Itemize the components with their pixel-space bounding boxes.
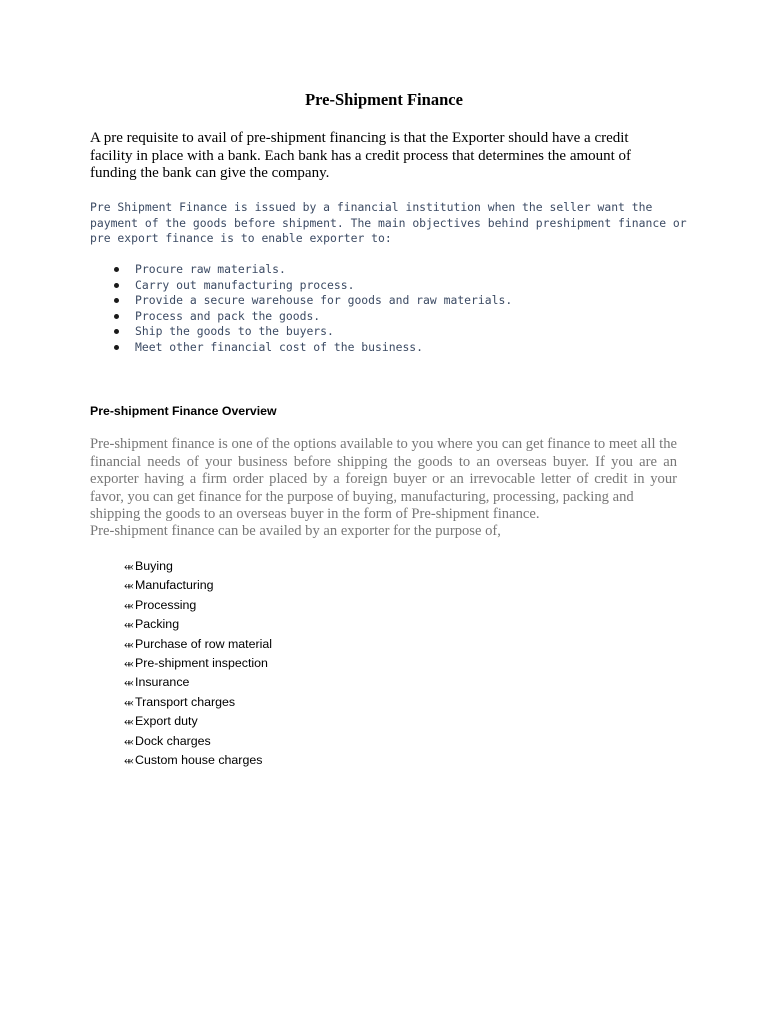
objective-text: Procure raw materials. — [135, 262, 286, 276]
objectives-list — [90, 262, 690, 355]
arrow-marker-icon: ⬺ — [124, 655, 134, 670]
overview-paragraph-last-line: shipping the goods to an overseas buyer in the form of Pre-shipment finance. — [90, 506, 540, 522]
bullet-dot-icon — [114, 283, 119, 288]
bullet-dot-icon — [114, 298, 119, 303]
overview-heading: Pre-shipment Finance Overview — [90, 404, 277, 418]
purpose-text: Export duty — [135, 714, 198, 729]
list-item — [124, 751, 272, 770]
purpose-text: Transport charges — [135, 694, 236, 709]
purpose-text: Insurance — [135, 675, 190, 690]
bullet-dot-icon — [114, 314, 119, 319]
arrow-marker-icon: ⬺ — [124, 617, 134, 632]
arrow-marker-icon: ⬺ — [124, 714, 134, 729]
list-item — [90, 309, 690, 325]
list-item — [124, 615, 272, 634]
objective-text: Carry out manufacturing process. — [135, 277, 355, 292]
purpose-text: Custom house charges — [135, 752, 263, 767]
list-item — [90, 262, 690, 278]
arrow-marker-icon: ⬺ — [124, 559, 134, 573]
bullet-dot-icon — [114, 345, 119, 350]
overview-paragraph-body: Pre-shipment finance is one of the options available to you where you can get finance to meet all the financial needs of your business before shipping the goods to an overseas buyer. If you are an exporter having a firm order placed by a foreign buyer or an irrevocable letter of credit in your favor, you can get finance for the purpose of buying, manufacturing, processing, packing and — [90, 436, 677, 505]
list-item — [124, 557, 272, 576]
list-item — [124, 693, 272, 712]
objective-text: Meet other financial cost of the business. — [135, 339, 424, 354]
arrow-marker-icon: ⬺ — [124, 578, 134, 593]
purpose-text: Purchase of row material — [135, 636, 273, 651]
arrow-marker-icon: ⬺ — [124, 733, 134, 748]
arrow-marker-icon: ⬺ — [124, 636, 134, 651]
list-item — [124, 596, 272, 615]
objective-text: Process and pack the goods. — [135, 308, 321, 323]
purposes-list — [124, 557, 272, 770]
availed-line: Pre-shipment finance can be availed by an exporter for the purpose of, — [90, 523, 501, 539]
bullet-dot-icon — [114, 267, 119, 272]
purpose-text: Dock charges — [135, 733, 211, 748]
list-item — [124, 576, 272, 595]
arrow-marker-icon: ⬺ — [124, 694, 134, 709]
overview-paragraph — [90, 436, 677, 524]
arrow-marker-icon: ⬺ — [124, 597, 134, 612]
list-item — [90, 278, 690, 294]
purpose-text: Manufacturing — [135, 578, 214, 593]
list-item — [90, 340, 690, 356]
page-title: Pre-Shipment Finance — [305, 90, 463, 109]
purpose-text: Packing — [135, 617, 180, 632]
purpose-text: Processing — [135, 597, 197, 612]
purpose-text: Pre-shipment inspection — [135, 655, 268, 670]
objective-text: Provide a secure warehouse for goods and raw materials. — [135, 293, 513, 307]
list-item — [124, 712, 272, 731]
list-item — [124, 654, 272, 673]
bullet-dot-icon — [114, 329, 119, 334]
list-item — [90, 293, 690, 309]
objective-text: Ship the goods to the buyers. — [135, 324, 334, 338]
intro-paragraph: A pre requisite to avail of pre-shipment financing is that the Exporter should have a credit facility in place with a bank. Each bank has a credit process that determines the amount of funding the bank can give the company. — [90, 130, 632, 181]
list-item — [124, 732, 272, 751]
arrow-marker-icon: ⬺ — [124, 752, 134, 767]
purpose-text: Buying — [135, 559, 173, 573]
list-item — [124, 635, 272, 654]
arrow-marker-icon: ⬺ — [124, 675, 134, 690]
list-item — [90, 324, 690, 340]
issued-paragraph: Pre Shipment Finance is issued by a financial institution when the seller want the payment of the goods before shipment. The main objectives behind preshipment finance or pre export finance is to enable exporter to: — [90, 200, 687, 245]
list-item — [124, 673, 272, 692]
